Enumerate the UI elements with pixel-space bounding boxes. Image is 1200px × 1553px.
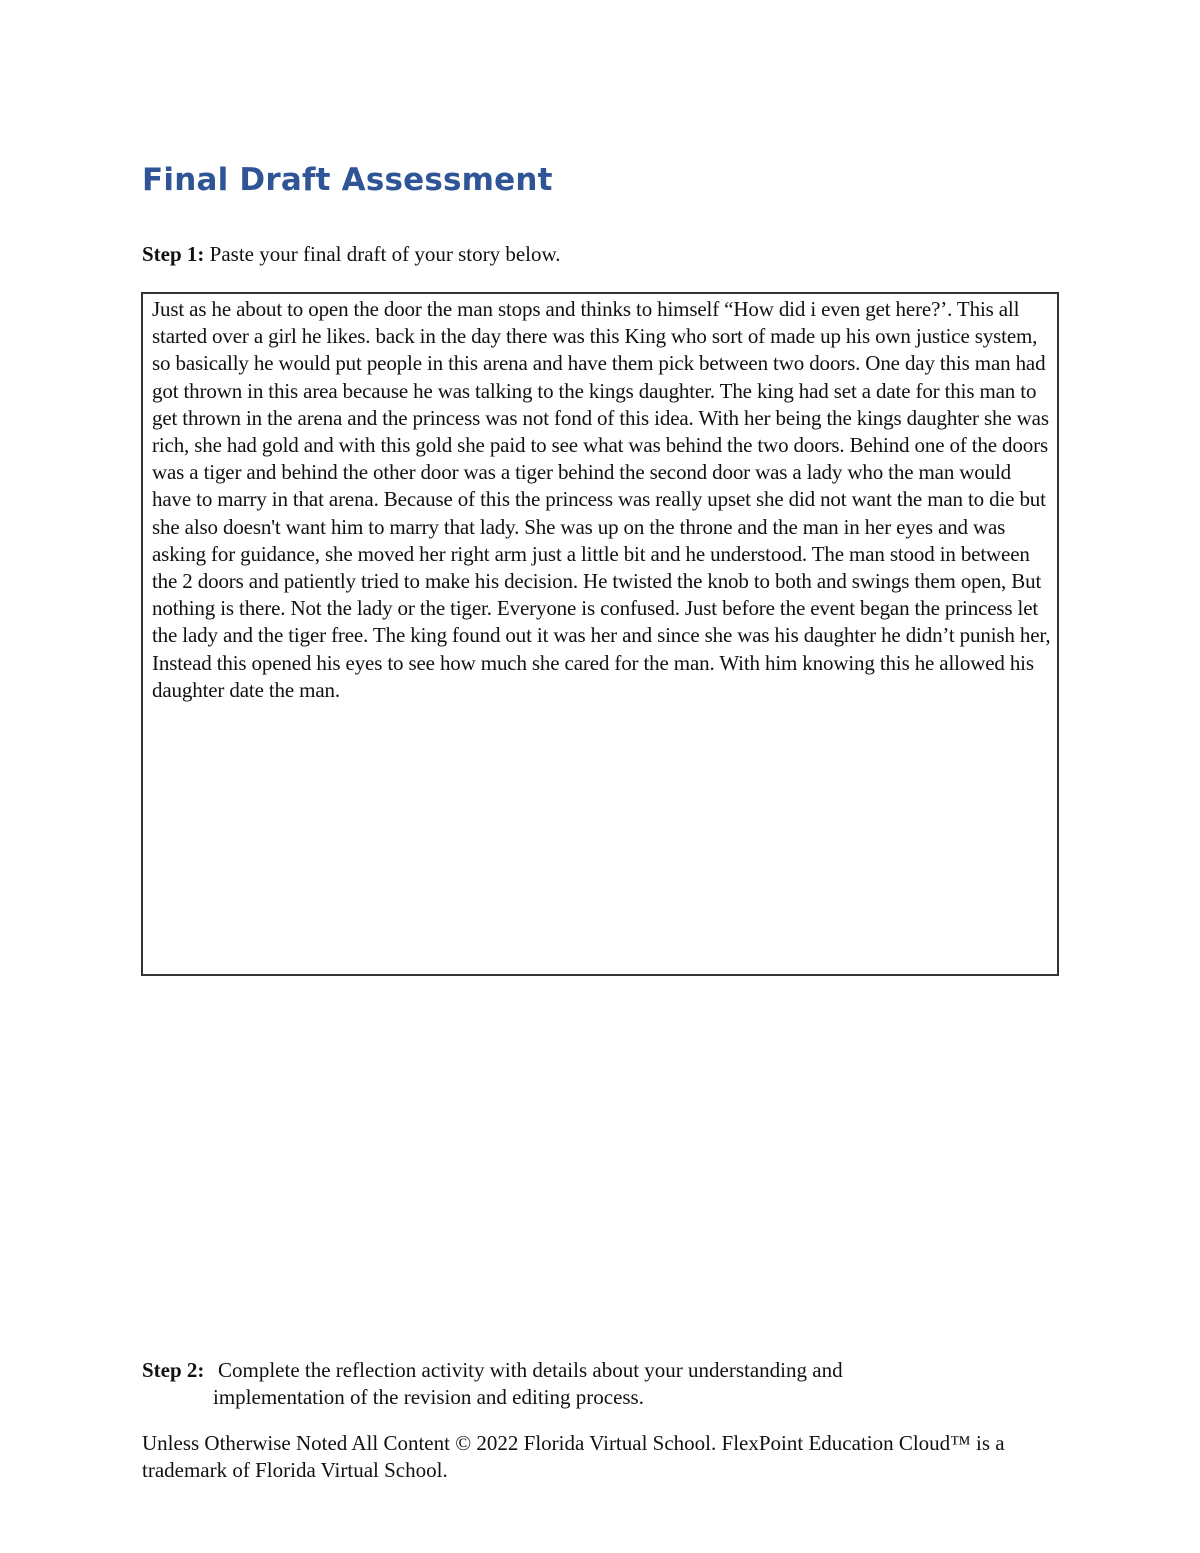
story-text: Just as he about to open the door the man stops and thinks to himself “How did i even get here?’. This all started over a girl he likes. back in the day there was this King who sort of made up his own justice system, so basically he would put people in this arena and have them pick between two doors. One day this man had got thrown in this area because he was talking to the kings daughter. The king had set a date for this man to get thrown in the arena and the princess was not fond of this idea. With her being the kings daughter she was rich, she had gold and with this gold she paid to see what was behind the two doors. Behind one of the doors was a tiger and behind the other door was a tiger behind the second door was a lady who the man would have to marry in that arena. Because of this the princess was really upset she did not want the man to die but she also doesn't want him to marry that lady. She was up on the throne and the man in her eyes and was asking for guidance, she moved her right arm just a little bit and he understood. The man stood in between the 2 doors and patiently tried to make his decision. He twisted the knob to both and swings them open, But nothing is there. Not the lady or the tiger. Everyone is confused. Just before the event began the princess let the lady and the tiger free. The king found out it was her and since she was his daughter he didn’t punish her, Instead this opened his eyes to see how much she cared for the man. With him knowing this he allowed his daughter date the man. (152, 297, 1051, 702)
copyright-footer: Unless Otherwise Noted All Content © 2022 Florida Virtual School. FlexPoint Education Cloud™ is a trademark of Florida Virtual School. (142, 1431, 1005, 1482)
step-2-text-line-1: Complete the reflection activity with details about your understanding and (218, 1358, 843, 1382)
step-1-text: Paste your final draft of your story below. (209, 242, 561, 266)
story-text-box[interactable] (141, 292, 1059, 976)
step-2-label: Step 2: (142, 1358, 205, 1382)
page-title: Final Draft Assessment (142, 162, 553, 198)
step-1-instruction (142, 241, 561, 267)
step-1-label: Step 1: (142, 242, 205, 266)
step-2-text-line-2: implementation of the revision and editing process. (213, 1385, 644, 1409)
